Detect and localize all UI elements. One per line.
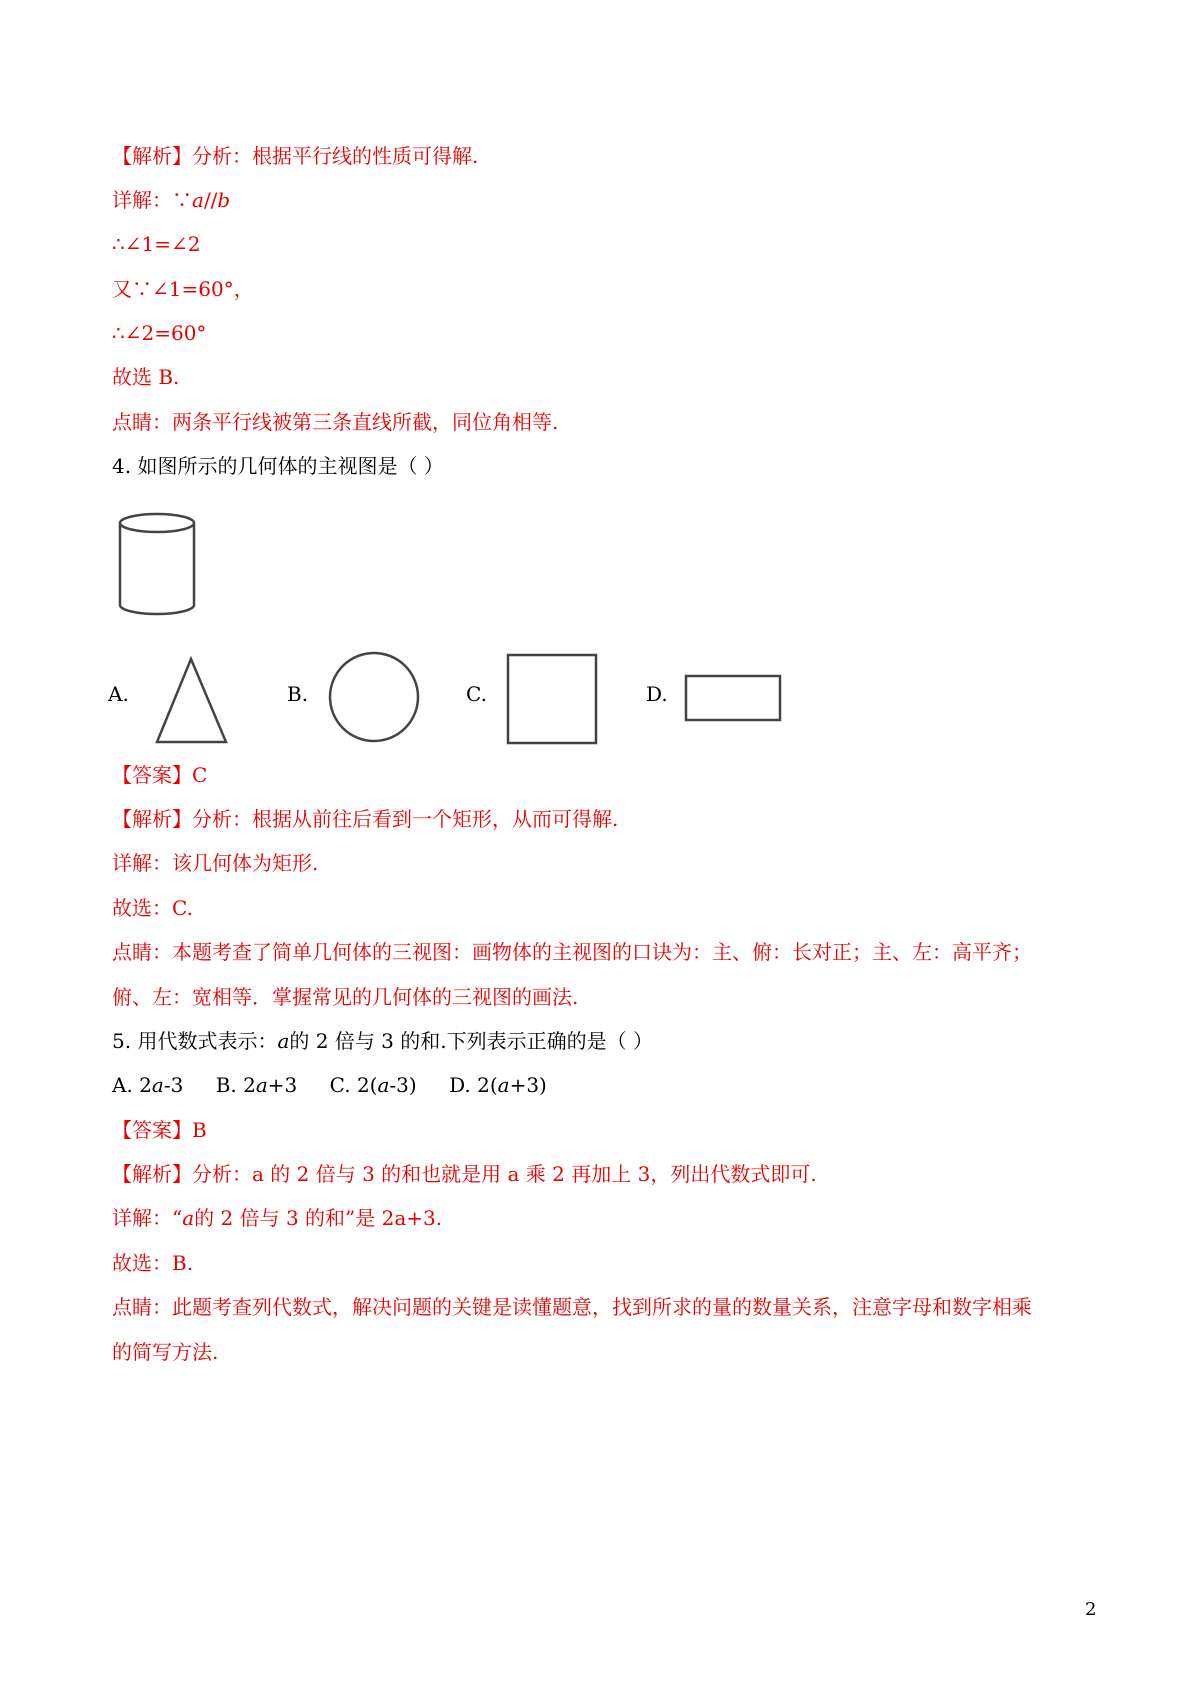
option-c-square — [505, 652, 599, 746]
q5-option-d — [449, 1073, 547, 1097]
q5-comment-1: 点睛：此题考查列代数式，解决问题的关键是读懂题意，找到所求的量的数量关系，注意字母和数字相乘 — [112, 1295, 1032, 1319]
q4-comment-1: 点睛：本题考查了简单几何体的三视图：画物体的主视图的口诀为：主、俯：长对正；主、左：高平齐； — [112, 940, 1032, 964]
option-pre: 2 — [139, 1073, 152, 1097]
option-pre: 2 — [243, 1073, 256, 1097]
q5-var-a: a — [277, 1029, 290, 1053]
step-line-1: ∴∠1=∠2 — [112, 232, 201, 256]
detail-line — [112, 186, 230, 214]
option-b-label: B. — [287, 682, 309, 706]
q5-detail-var: a — [182, 1206, 195, 1230]
option-label: B. — [215, 1073, 244, 1097]
option-d-label: D. — [646, 682, 668, 706]
q5-analysis: 【解析】分析：a 的 2 倍与 3 的和也就是用 a 乘 2 再加上 3，列出代数式即可. — [112, 1162, 817, 1186]
option-a-label: A. — [108, 682, 129, 706]
var-a: a — [192, 188, 204, 212]
question-4: 4. 如图所示的几何体的主视图是（ ） — [112, 454, 444, 478]
page-number: 2 — [1085, 1599, 1097, 1620]
option-label: A. — [112, 1073, 140, 1097]
option-pre: 2( — [356, 1073, 378, 1097]
option-c-label: C. — [466, 682, 487, 706]
step-line-2: 又∵∠1=60°， — [112, 277, 254, 301]
parallel-symbol: // — [203, 188, 218, 212]
q5-detail-suffix: 的 2 倍与 3 的和”是 2a+3. — [194, 1206, 443, 1230]
option-d-rectangle — [683, 673, 783, 725]
question-5 — [112, 1027, 653, 1055]
detail-prefix: 详解：∵ — [112, 188, 192, 212]
q5-choice: 故选：B. — [112, 1251, 194, 1275]
q5-detail-prefix: 详解：“ — [112, 1206, 183, 1230]
option-pre: 2( — [477, 1073, 498, 1097]
option-b-circle — [327, 650, 421, 744]
option-label: C. — [329, 1073, 357, 1097]
q5-option-a — [112, 1073, 183, 1097]
choice-line: 故选 B. — [112, 365, 180, 389]
q5-detail — [112, 1204, 442, 1232]
q4-choice: 故选：C. — [112, 896, 193, 920]
option-post: +3) — [509, 1073, 547, 1097]
option-post: -3 — [163, 1073, 184, 1097]
option-var: a — [377, 1073, 390, 1097]
q5-options — [112, 1071, 547, 1099]
option-post: -3) — [389, 1073, 417, 1097]
analysis-line: 【解析】分析：根据平行线的性质可得解. — [112, 144, 479, 168]
q5-prefix: 5. 用代数式表示： — [112, 1029, 278, 1053]
option-var: a — [255, 1073, 268, 1097]
q5-suffix: 的 2 倍与 3 的和.下列表示正确的是（ ） — [289, 1029, 653, 1053]
step-line-3: ∴∠2=60° — [112, 321, 207, 345]
q5-comment-2: 的简写方法. — [112, 1340, 219, 1364]
q5-answer: 【答案】B — [112, 1118, 207, 1142]
option-a-triangle — [152, 655, 232, 747]
cylinder-figure — [112, 508, 212, 620]
q4-answer: 【答案】C — [112, 763, 208, 787]
q5-option-c — [330, 1073, 417, 1097]
q5-option-b — [216, 1073, 298, 1097]
q4-comment-2: 俯、左：宽相等．掌握常见的几何体的三视图的画法. — [112, 985, 579, 1009]
q4-detail: 详解：该几何体为矩形. — [112, 851, 319, 875]
q4-analysis: 【解析】分析：根据从前往后看到一个矩形，从而可得解. — [112, 807, 619, 831]
option-var: a — [151, 1073, 164, 1097]
option-var: a — [497, 1073, 510, 1097]
comment-line: 点睛：两条平行线被第三条直线所截，同位角相等. — [112, 410, 559, 434]
var-b: b — [217, 188, 231, 212]
option-post: +3 — [267, 1073, 298, 1097]
option-label: D. — [449, 1073, 478, 1097]
